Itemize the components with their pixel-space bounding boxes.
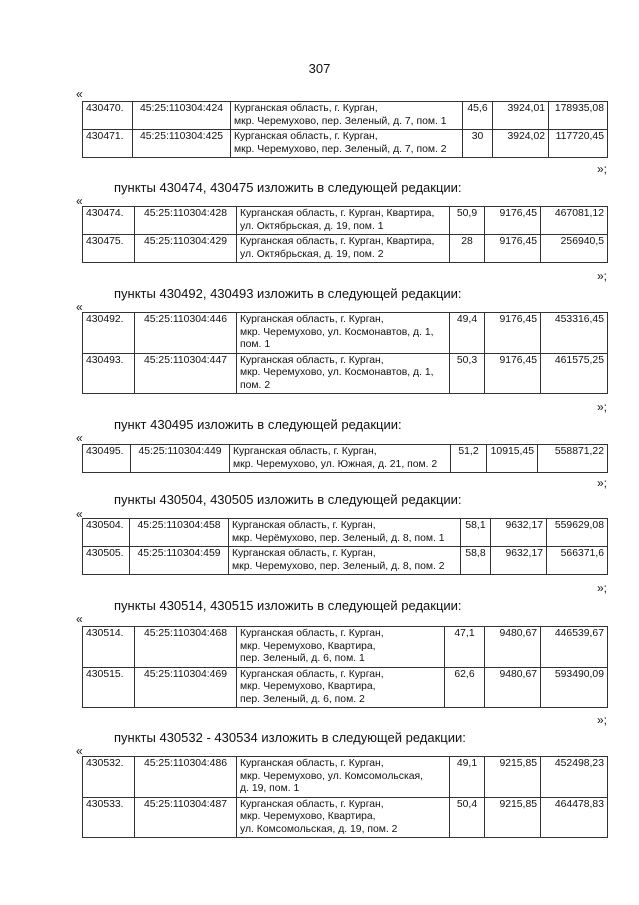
item-number-cell: 430493. (83, 353, 135, 394)
closing-quote: »; (597, 581, 608, 595)
unit-price-cell: 9176,45 (485, 353, 541, 394)
item-number-cell: 430532. (83, 757, 135, 798)
address-cell (229, 547, 461, 575)
cadastral-number-cell: 45:25:110304:487 (135, 797, 237, 838)
cadastral-number-cell: 45:25:110304:446 (135, 313, 237, 354)
register-table (82, 101, 608, 158)
table-row (83, 235, 608, 263)
opening-quote: « (76, 300, 83, 314)
item-number-cell: 430533. (83, 797, 135, 838)
opening-quote: « (76, 612, 83, 626)
table-row (83, 130, 608, 158)
total-value-cell: 446539,67 (541, 627, 608, 668)
address-line: Курганская область, г. Курган, (240, 798, 384, 810)
total-value-cell: 467081,12 (541, 207, 608, 235)
cadastral-number-cell: 45:25:110304:459 (130, 547, 229, 575)
address-line: Курганская область, г. Курган, (240, 668, 384, 680)
address-line: ул. Октябрьская, д. 19, пом. 1 (240, 220, 384, 232)
page-number: 307 (308, 61, 331, 76)
area-cell: 50,9 (450, 207, 485, 235)
area-cell: 45,6 (463, 102, 493, 130)
table-row (83, 547, 608, 575)
unit-price-cell: 9632,17 (491, 519, 547, 547)
register-table (82, 312, 608, 394)
address-line: пом. 1 (240, 339, 271, 350)
closing-quote: »; (597, 476, 608, 490)
address-line: мкр. Черемухово, пер. Зеленый, д. 7, пом. 1 (234, 115, 447, 127)
unit-price-cell: 9215,85 (485, 797, 541, 838)
address-line: мкр. Черемухово, ул. Космонавтов, д. 1, (240, 367, 434, 378)
area-cell: 49,1 (450, 757, 485, 798)
item-number-cell: 430492. (83, 313, 135, 354)
area-cell: 28 (450, 235, 485, 263)
opening-quote: « (76, 87, 83, 101)
unit-price-cell: 9176,45 (485, 313, 541, 354)
address-cell (237, 235, 450, 263)
register-table (82, 206, 608, 263)
address-cell (231, 102, 463, 130)
cadastral-number-cell: 45:25:110304:425 (133, 130, 231, 158)
total-value-cell: 117720,45 (549, 130, 608, 158)
address-line: Курганская область, г. Курган, (234, 131, 378, 142)
table-row (83, 667, 608, 708)
area-cell: 51,2 (451, 445, 487, 473)
table-row (83, 445, 608, 473)
address-cell (230, 445, 451, 473)
table-row (83, 313, 608, 354)
address-line: мкр. Черемухово, ул. Комсомольская, (240, 770, 424, 782)
closing-quote: »; (597, 713, 608, 727)
cadastral-number-cell: 45:25:110304:458 (130, 519, 229, 547)
item-number-cell: 430495. (83, 445, 131, 473)
address-line: мкр. Черемухово, пер. Зеленый, д. 7, пом. 2 (234, 143, 447, 155)
section-heading: пункты 430532 - 430534 изложить в следующей редакции: (114, 730, 466, 745)
item-number-cell: 430470. (83, 102, 133, 130)
table-row (83, 519, 608, 547)
unit-price-cell: 3924,02 (493, 130, 549, 158)
opening-quote: « (76, 431, 83, 445)
closing-quote: »; (597, 269, 608, 283)
address-cell (237, 667, 445, 708)
address-line: ул. Комсомольская, д. 19, пом. 2 (240, 823, 398, 835)
register-table (82, 626, 608, 708)
item-number-cell: 430471. (83, 130, 133, 158)
cadastral-number-cell: 45:25:110304:449 (131, 445, 230, 473)
total-value-cell: 566371,6 (547, 547, 608, 575)
total-value-cell: 559629,08 (547, 519, 608, 547)
total-value-cell: 593490,09 (541, 667, 608, 708)
opening-quote: « (76, 507, 83, 521)
address-line: Курганская область, г. Курган, Квартира, (240, 208, 435, 219)
table-row (83, 102, 608, 130)
total-value-cell: 461575,25 (541, 353, 608, 394)
total-value-cell: 256940,5 (541, 235, 608, 263)
unit-price-cell: 9480,67 (485, 627, 541, 668)
unit-price-cell: 3924,01 (493, 102, 549, 130)
address-line: Курганская область, г. Курган, (240, 628, 384, 639)
unit-price-cell: 9215,85 (485, 757, 541, 798)
cadastral-number-cell: 45:25:110304:468 (135, 627, 237, 668)
address-line: мкр. Черемухово, пер. Зеленый, д. 8, пом. 2 (232, 560, 445, 572)
table-row (83, 797, 608, 838)
address-line: мкр. Черемухово, Квартира, (240, 640, 376, 652)
table-row (83, 757, 608, 798)
unit-price-cell: 9480,67 (485, 667, 541, 708)
section-heading: пункты 430514, 430515 изложить в следующей редакции: (114, 598, 462, 613)
unit-price-cell: 10915,45 (487, 445, 538, 473)
address-line: Курганская область, г. Курган, (234, 103, 378, 114)
total-value-cell: 178935,08 (549, 102, 608, 130)
area-cell: 62,6 (445, 667, 485, 708)
address-line: пер. Зеленый, д. 6, пом. 1 (240, 653, 365, 664)
register-table (82, 518, 608, 575)
cadastral-number-cell: 45:25:110304:424 (133, 102, 231, 130)
address-line: Курганская область, г. Курган, (233, 446, 377, 457)
register-table (82, 444, 608, 473)
address-line: д. 19, пом. 1 (240, 783, 300, 794)
register-table (82, 756, 608, 838)
address-line: мкр. Черемухово, ул. Космонавтов, д. 1, (240, 326, 434, 338)
total-value-cell: 558871,22 (538, 445, 608, 473)
table-row (83, 627, 608, 668)
address-cell (231, 130, 463, 158)
area-cell: 50,3 (450, 353, 485, 394)
item-number-cell: 430505. (83, 547, 130, 575)
area-cell: 50,4 (450, 797, 485, 838)
area-cell: 58,1 (461, 519, 491, 547)
address-cell (237, 313, 450, 354)
address-cell (237, 207, 450, 235)
cadastral-number-cell: 45:25:110304:447 (135, 353, 237, 394)
address-cell (237, 627, 445, 668)
cadastral-number-cell: 45:25:110304:429 (135, 235, 237, 263)
address-line: мкр. Черёмухово, пер. Зеленый, д. 8, пом. 1 (232, 532, 445, 544)
address-line: мкр. Черемухово, ул. Южная, д. 21, пом. 2 (233, 458, 438, 470)
unit-price-cell: 9632,17 (491, 547, 547, 575)
table-row (83, 207, 608, 235)
address-cell (237, 797, 450, 838)
area-cell: 49,4 (450, 313, 485, 354)
total-value-cell: 464478,83 (541, 797, 608, 838)
table-row (83, 353, 608, 394)
address-line: Курганская область, г. Курган, (232, 520, 376, 531)
closing-quote: »; (597, 400, 608, 414)
section-heading: пункты 430504, 430505 изложить в следующей редакции: (114, 492, 462, 507)
address-line: мкр. Черемухово, Квартира, (240, 681, 376, 692)
cadastral-number-cell: 45:25:110304:486 (135, 757, 237, 798)
unit-price-cell: 9176,45 (485, 207, 541, 235)
address-line: Курганская область, г. Курган, (240, 354, 384, 366)
area-cell: 47,1 (445, 627, 485, 668)
section-heading: пункты 430492, 430493 изложить в следующей редакции: (114, 286, 462, 301)
item-number-cell: 430474. (83, 207, 135, 235)
section-heading: пункты 430474, 430475 изложить в следующей редакции: (114, 180, 462, 195)
area-cell: 30 (463, 130, 493, 158)
closing-quote: »; (597, 162, 608, 176)
area-cell: 58,8 (461, 547, 491, 575)
address-line: мкр. Черемухово, Квартира, (240, 811, 376, 822)
opening-quote: « (76, 194, 83, 208)
total-value-cell: 453316,45 (541, 313, 608, 354)
cadastral-number-cell: 45:25:110304:428 (135, 207, 237, 235)
address-cell (237, 757, 450, 798)
address-line: Курганская область, г. Курган, (232, 548, 376, 559)
unit-price-cell: 9176,45 (485, 235, 541, 263)
opening-quote: « (76, 744, 83, 758)
cadastral-number-cell: 45:25:110304:469 (135, 667, 237, 708)
total-value-cell: 452498,23 (541, 757, 608, 798)
address-line: пер. Зеленый, д. 6, пом. 2 (240, 693, 365, 705)
address-line: Курганская область, г. Курган, (240, 314, 384, 325)
address-cell (229, 519, 461, 547)
section-heading: пункт 430495 изложить в следующей редакции: (114, 417, 402, 432)
item-number-cell: 430515. (83, 667, 135, 708)
address-line: Курганская область, г. Курган, Квартира, (240, 236, 435, 247)
address-cell (237, 353, 450, 394)
item-number-cell: 430504. (83, 519, 130, 547)
address-line: Курганская область, г. Курган, (240, 758, 384, 769)
item-number-cell: 430514. (83, 627, 135, 668)
item-number-cell: 430475. (83, 235, 135, 263)
address-line: ул. Октябрьская, д. 19, пом. 2 (240, 248, 384, 260)
address-line: пом. 2 (240, 379, 271, 391)
